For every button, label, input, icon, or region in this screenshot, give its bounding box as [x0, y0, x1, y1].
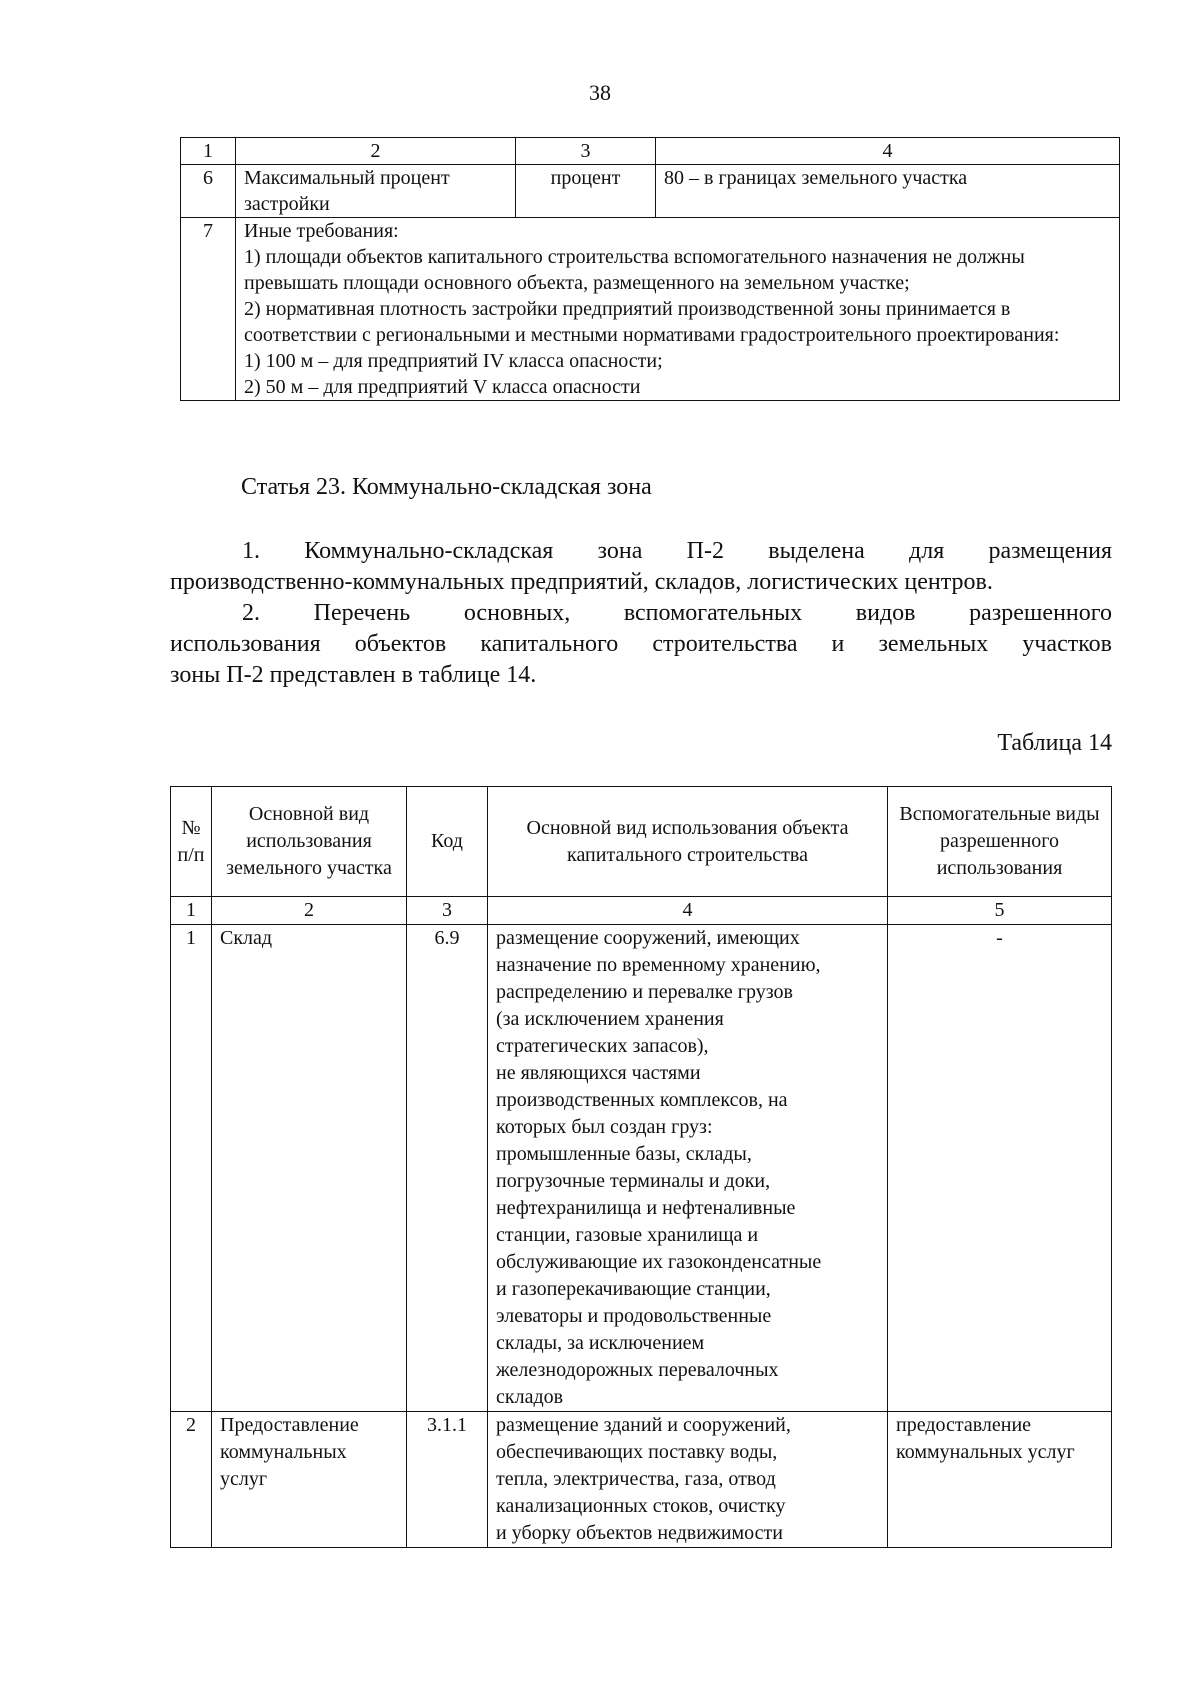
description-line: обслуживающие их газоконденсатные — [496, 1251, 822, 1273]
auxiliary-uses: - — [888, 925, 1112, 1412]
description-line: станции, газовые хранилища и — [496, 1224, 759, 1246]
row-number: 7 — [181, 218, 236, 401]
description-line: стратегических запасов), — [496, 1035, 709, 1057]
requirement-line: 1) площади объектов капитального строительства вспомогательного назначения не должны превышать площади основного объекта, размещенного на земельном участке; — [244, 246, 1025, 294]
paragraph-line: производственно-коммунальных предприятий, складов, логистических центров. — [170, 569, 993, 595]
header-cell: 4 — [656, 138, 1120, 165]
row-value: 80 – в границах земельного участка — [656, 165, 1120, 218]
header-cell: 3 — [516, 138, 656, 165]
table-row — [171, 925, 1112, 1412]
table-header-row — [181, 138, 1120, 165]
description-line: склады, за исключением — [496, 1332, 705, 1354]
description-line: производственных комплексов, на — [496, 1089, 788, 1111]
table-header-row — [171, 787, 1112, 897]
other-requirements — [236, 218, 1120, 401]
header-cell: Основной вид использования объекта капитального строительства — [488, 787, 888, 897]
description-line: тепла, электричества, газа, отвод — [496, 1468, 776, 1490]
description-line: (за исключением хранения — [496, 1008, 724, 1030]
description-line: и уборку объектов недвижимости — [496, 1522, 783, 1544]
row-number: 1 — [171, 925, 212, 1412]
paragraph-line: 2. Перечень основных, вспомогательных видов разрешенного — [242, 600, 1112, 626]
paragraph-2 — [170, 598, 1112, 691]
description-line: складов — [496, 1386, 564, 1408]
header-cell: № п/п — [171, 787, 212, 897]
table-row — [171, 1412, 1112, 1548]
paragraph-line: зоны П-2 представлен в таблице 14. — [170, 662, 537, 688]
requirement-line: Иные требования: — [244, 220, 399, 242]
description-line: не являющихся частями — [496, 1062, 701, 1084]
row-number: 6 — [181, 165, 236, 218]
use-code: 3.1.1 — [407, 1412, 488, 1548]
header-cell: 1 — [181, 138, 236, 165]
table-row — [181, 218, 1120, 401]
description-line: и газоперекачивающие станции, — [496, 1278, 771, 1300]
description-line: которых был создан груз: — [496, 1116, 713, 1138]
land-use-type: Предоставление коммунальных услуг — [212, 1412, 407, 1548]
description-line: железнодорожных перевалочных — [496, 1359, 779, 1381]
header-cell: Основной вид использования земельного участка — [212, 787, 407, 897]
paragraph-1 — [170, 536, 1112, 598]
description-line: канализационных стоков, очистку — [496, 1495, 786, 1517]
land-use-table — [170, 786, 1112, 1548]
paragraph-line: 1. Коммунально-складская зона П-2 выделена для размещения — [242, 538, 1112, 564]
column-number: 4 — [488, 897, 888, 925]
column-number: 5 — [888, 897, 1112, 925]
land-use-type: Склад — [212, 925, 407, 1412]
requirement-line: 1) 100 м – для предприятий IV класса опасности; — [244, 350, 663, 372]
row-unit: процент — [516, 165, 656, 218]
paragraph-line: использования объектов капитального строительства и земельных участков — [170, 631, 1112, 657]
article-title: Статья 23. Коммунально-складская зона — [241, 474, 652, 500]
column-number: 3 — [407, 897, 488, 925]
description-line: погрузочные терминалы и доки, — [496, 1170, 771, 1192]
header-cell: Вспомогательные виды разрешенного использования — [888, 787, 1112, 897]
column-number-row — [171, 897, 1112, 925]
header-cell: 2 — [236, 138, 516, 165]
auxiliary-uses: предоставление коммунальных услуг — [888, 1412, 1112, 1548]
row-name: Максимальный процент застройки — [236, 165, 516, 218]
column-number: 2 — [212, 897, 407, 925]
row-number: 2 — [171, 1412, 212, 1548]
table-caption: Таблица 14 — [997, 730, 1112, 756]
description-line: распределению и перевалке грузов — [496, 981, 793, 1003]
description-line: элеваторы и продовольственные — [496, 1305, 772, 1327]
column-number: 1 — [171, 897, 212, 925]
page-number: 38 — [589, 80, 611, 105]
description-line: промышленные базы, склады, — [496, 1143, 752, 1165]
description-line: нефтехранилища и нефтеналивные — [496, 1197, 796, 1219]
use-code: 6.9 — [407, 925, 488, 1412]
header-cell: Код — [407, 787, 488, 897]
requirements-table — [180, 137, 1120, 401]
description-line: размещение сооружений, имеющих — [496, 927, 800, 949]
requirement-line: 2) 50 м – для предприятий V класса опасности — [244, 376, 641, 398]
description-line: назначение по временному хранению, — [496, 954, 821, 976]
construction-use-description — [488, 925, 888, 1412]
description-line: обеспечивающих поставку воды, — [496, 1441, 778, 1463]
construction-use-description — [488, 1412, 888, 1548]
requirement-line: 2) нормативная плотность застройки предприятий производственной зоны принимается в соответствии с региональными и местными нормативами градостроительного проектирования: — [244, 298, 1060, 346]
table-row — [181, 165, 1120, 218]
description-line: размещение зданий и сооружений, — [496, 1414, 791, 1436]
